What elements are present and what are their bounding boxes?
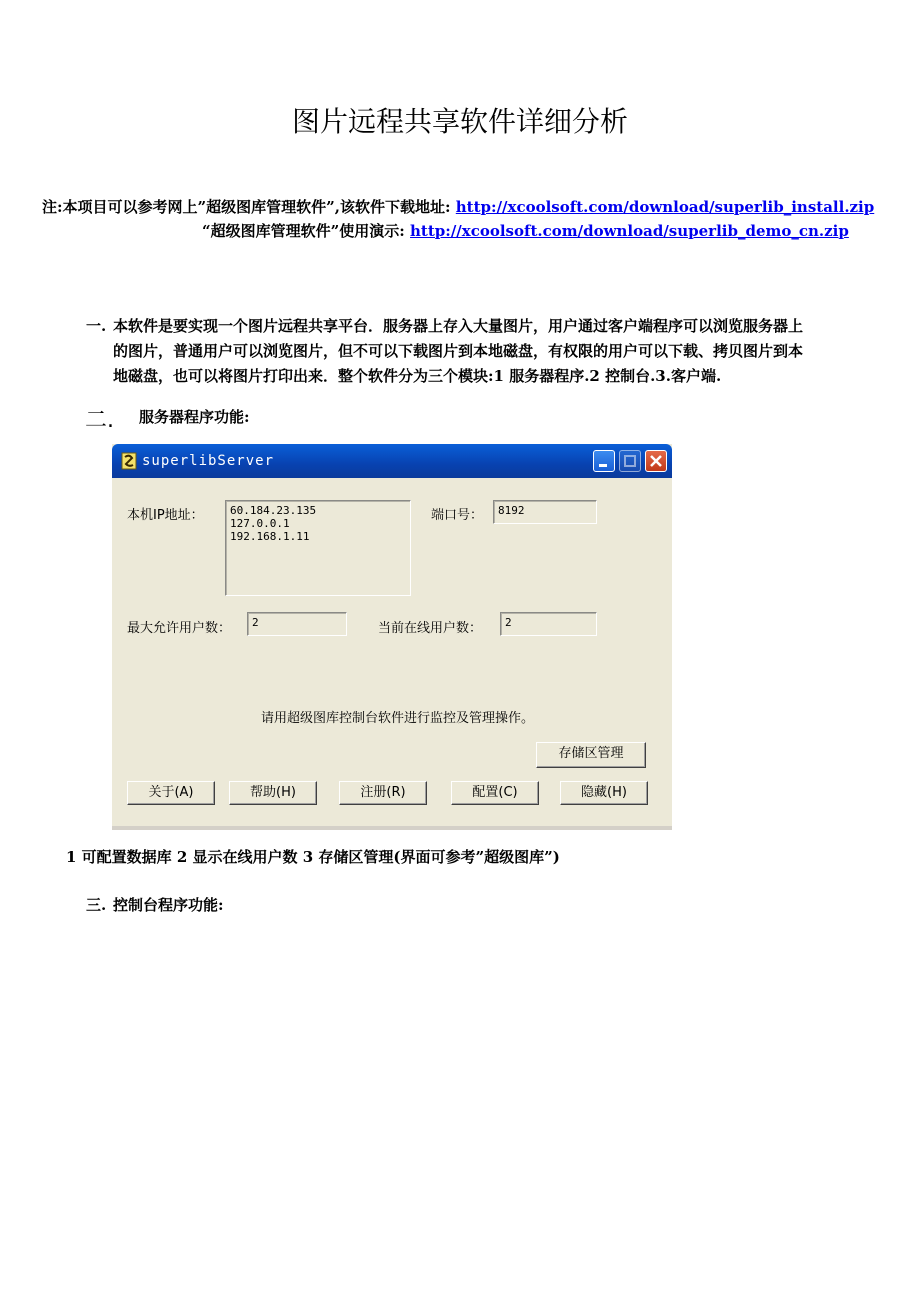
window-titlebar[interactable] [112,444,672,478]
help-button[interactable]: 帮助(H) [229,781,317,805]
online-users-field: 2 [500,612,597,636]
about-button[interactable]: 关于(A) [127,781,215,805]
section2-heading: 服务器程序功能: [139,408,250,426]
ip-entry: 60.184.23.135 [230,504,317,517]
app-icon [120,451,138,471]
monitor-hint: 请用超级图库控制台软件进行监控及管理操作。 [261,711,535,726]
close-button[interactable] [645,450,667,472]
ip-label: 本机IP地址： [127,508,204,523]
ip-list-box[interactable] [225,500,411,596]
port-field[interactable]: 8192 [493,500,597,524]
window-bottom-border [112,826,672,830]
note-line-1 [42,196,874,217]
section1-body [113,314,873,389]
online-users-label: 当前在线用户数： [378,621,483,636]
section2-number: 二. [85,408,114,433]
note-line-2 [202,220,849,241]
minimize-button[interactable] [593,450,615,472]
superlibserver-window [112,444,672,830]
config-button[interactable]: 配置(C) [451,781,539,805]
section1-line: 地磁盘，也可以将图片打印出来．整个软件分为三个模块:1 服务器程序.2 控制台.3.客户端. [113,367,722,385]
ip-entry: 192.168.1.11 [230,530,310,543]
storage-management-button[interactable]: 存储区管理 [536,742,646,768]
window-body [115,478,669,826]
section3-heading: 控制台程序功能: [113,896,224,914]
minimize-icon [594,451,614,471]
register-button[interactable]: 注册(R) [339,781,427,805]
hide-button[interactable]: 隐藏(H) [560,781,648,805]
demo-download-link[interactable]: http://xcoolsoft.com/download/superlib_demo_cn.zip [410,222,849,240]
note-prefix: 注:本项目可以参考网上”超级图库管理软件”,该软件下载地址: [42,198,456,216]
section1-line: 本软件是要实现一个图片远程共享平台．服务器上存入大量图片，用户通过客户端程序可以浏览服务器上 [113,317,804,335]
section1-line: 的图片，普通用户可以浏览图片，但不可以下载图片到本地磁盘，有权限的用户可以下载、拷贝图片到本 [113,342,804,360]
max-users-label: 最大允许用户数： [127,621,232,636]
close-icon [646,451,666,471]
maximize-button[interactable] [619,450,641,472]
window-title: superlibServer [142,453,275,469]
max-users-field[interactable]: 2 [247,612,347,636]
document-title: 图片远程共享软件详细分析 [291,105,628,138]
figure-caption: 1 可配置数据库 2 显示在线用户数 3 存储区管理(界面可参考”超级图库”) [66,848,560,866]
section1-number: 一. [86,317,107,335]
ip-entry: 127.0.0.1 [230,517,290,530]
port-label: 端口号： [431,508,484,523]
install-download-link[interactable]: http://xcoolsoft.com/download/superlib_install.zip [455,198,875,216]
note-line2-prefix: “超级图库管理软件”使用演示: [202,222,411,240]
section3-number: 三. [86,896,107,914]
maximize-icon [620,451,640,471]
